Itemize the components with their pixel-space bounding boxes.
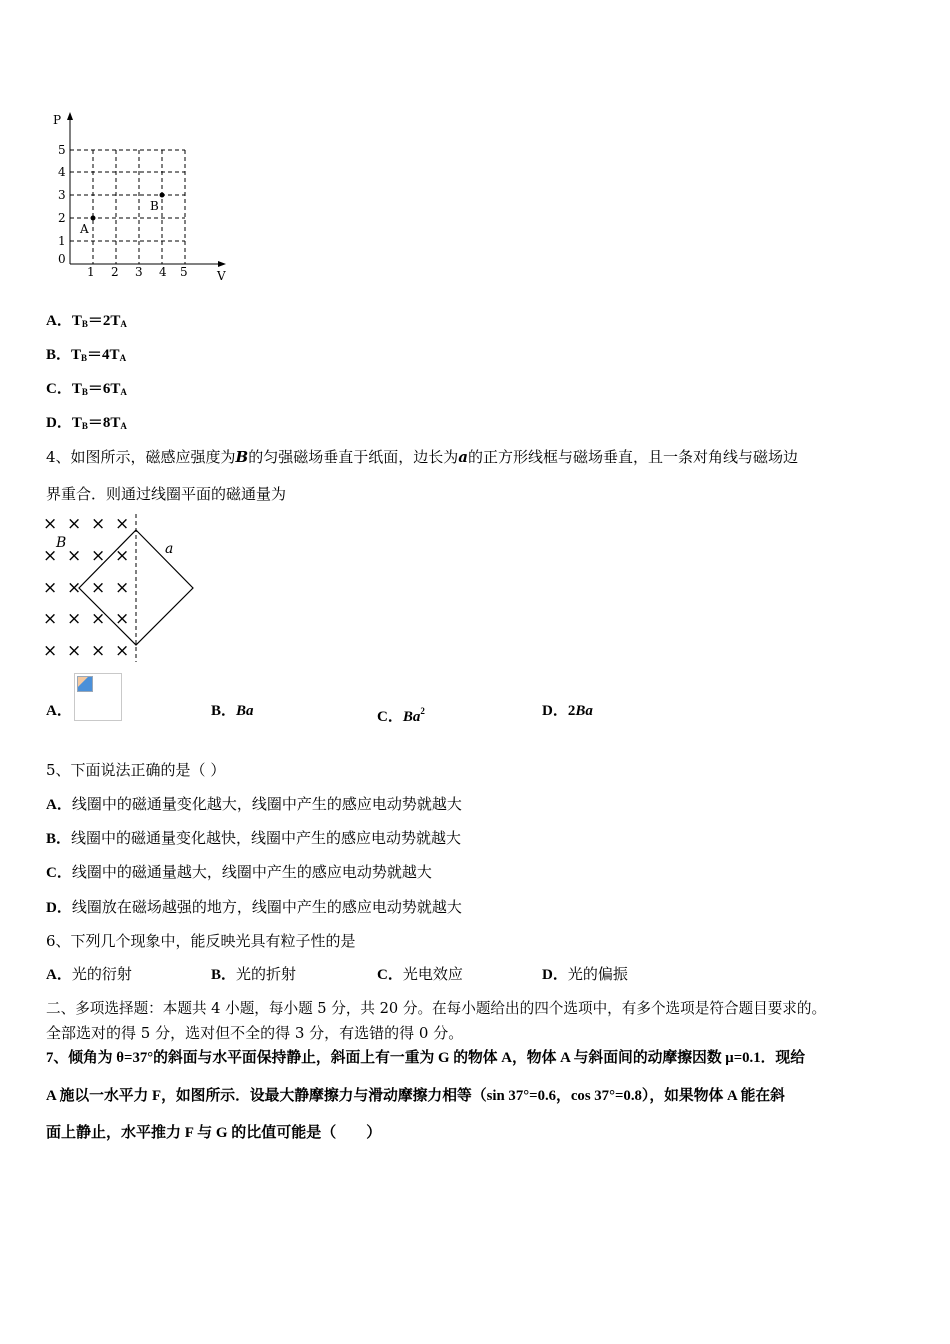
x-tick-label: 3 <box>135 265 143 279</box>
x-axis-arrow <box>218 261 226 267</box>
y-axis-arrow <box>67 112 73 120</box>
y-axis-label: P <box>53 113 62 127</box>
q7-line2: A 施以一水平力 F，如图所示．设最大静摩擦力与滑动摩擦力相等（sin 37°=0.6，cos 37°=0.8），如果物体 A 能在斜 <box>46 1088 785 1104</box>
section2-heading <box>46 996 926 1046</box>
origin-label: 0 <box>58 252 66 266</box>
y-tick-label: 3 <box>58 188 66 202</box>
q4-option-b: B．Ba <box>211 703 254 719</box>
q4-option-d: D．2Ba <box>542 703 593 719</box>
magnetic-field-figure <box>40 512 200 664</box>
q6-option-c: C．光电效应 <box>377 965 463 983</box>
field-cross: × <box>115 546 130 566</box>
field-cross: × <box>115 641 130 661</box>
broken-image-icon <box>74 673 122 721</box>
field-cross: × <box>115 609 130 629</box>
section2-line2: 全部选对的得 5 分，选对但不全的得 3 分，有选错的得 0 分。 <box>46 1024 464 1042</box>
field-cross: × <box>91 514 106 534</box>
field-cross: × <box>91 578 106 598</box>
field-cross: × <box>115 514 130 534</box>
field-cross: × <box>67 609 82 629</box>
q4-option-a: A． <box>46 703 72 719</box>
q6-option-b: B．光的折射 <box>211 965 297 983</box>
q3-option-c: C．$T_B=6T_A$ <box>46 381 127 397</box>
field-cross: × <box>91 641 106 661</box>
field-cross: × <box>91 609 106 629</box>
point-a <box>91 216 96 221</box>
q3-option-a: A．$T_B=2T_A$ <box>46 313 127 329</box>
field-cross: × <box>67 641 82 661</box>
pv-graph <box>40 108 240 288</box>
field-label: B <box>56 535 67 551</box>
q6-option-d: D．光的偏振 <box>542 965 628 983</box>
q5-option-b: B．线圈中的磁通量变化越快，线圈中产生的感应电动势就越大 <box>46 829 462 847</box>
x-tick-label: 5 <box>180 265 188 279</box>
y-tick-label: 5 <box>58 143 66 157</box>
y-tick-label: 4 <box>58 165 66 179</box>
point-b <box>160 193 165 198</box>
q5-option-a: A．线圈中的磁通量变化越大，线圈中产生的感应电动势就越大 <box>46 795 462 813</box>
y-tick-label: 2 <box>58 211 66 225</box>
point-a-label: A <box>80 222 89 236</box>
q5-option-d: D．线圈放在磁场越强的地方，线圈中产生的感应电动势就越大 <box>46 898 462 916</box>
q3-option-d: D．$T_B=8T_A$ <box>46 415 127 431</box>
q4-stem-line1: 4、如图所示，磁感应强度为B的匀强磁场垂直于纸面，边长为a的正方形线框与磁场垂直，且一条对角线与磁场边 <box>46 448 798 466</box>
x-tick-label: 4 <box>159 265 167 279</box>
field-cross: × <box>43 609 58 629</box>
x-tick-label: 2 <box>111 265 119 279</box>
graph-grid <box>70 150 185 264</box>
q4-stem-line2: 界重合．则通过线圈平面的磁通量为 <box>46 485 287 503</box>
q3-option-b: B．$T_B=4T_A$ <box>46 347 127 363</box>
field-cross: × <box>43 578 58 598</box>
q4-option-c: C．Ba$^2$ <box>377 706 425 725</box>
field-cross: × <box>67 514 82 534</box>
field-cross: × <box>67 578 82 598</box>
field-cross: × <box>43 546 58 566</box>
field-cross: × <box>91 546 106 566</box>
q5-stem: 5、下面说法正确的是（ ） <box>46 761 226 779</box>
point-b-label: B <box>150 199 159 213</box>
x-axis-label: V <box>217 269 226 283</box>
field-cross: × <box>43 514 58 534</box>
field-cross: × <box>67 546 82 566</box>
field-cross: × <box>43 641 58 661</box>
side-label: a <box>165 541 174 557</box>
field-cross: × <box>115 578 130 598</box>
x-tick-label: 1 <box>87 265 95 279</box>
section2-line1: 二、多项选择题：本题共 4 小题，每小题 5 分，共 20 分。在每小题给出的四个选项中，有多个选项是符合题目要求的。 <box>46 1000 827 1017</box>
q6-stem: 6、下列几个现象中，能反映光具有粒子性的是 <box>46 932 356 950</box>
y-tick-label: 1 <box>58 234 66 248</box>
q6-option-a: A．光的衍射 <box>46 965 132 983</box>
q7-line3: 面上静止，水平推力 F 与 G 的比值可能是（ ） <box>46 1125 382 1141</box>
q7-line1: 7、倾角为 θ=37°的斜面与水平面保持静止，斜面上有一重为 G 的物体 A，物体 A 与斜面间的动摩擦因数 μ=0.1．现给 <box>46 1050 806 1066</box>
q5-option-c: C．线圈中的磁通量越大，线圈中产生的感应电动势就越大 <box>46 863 432 881</box>
